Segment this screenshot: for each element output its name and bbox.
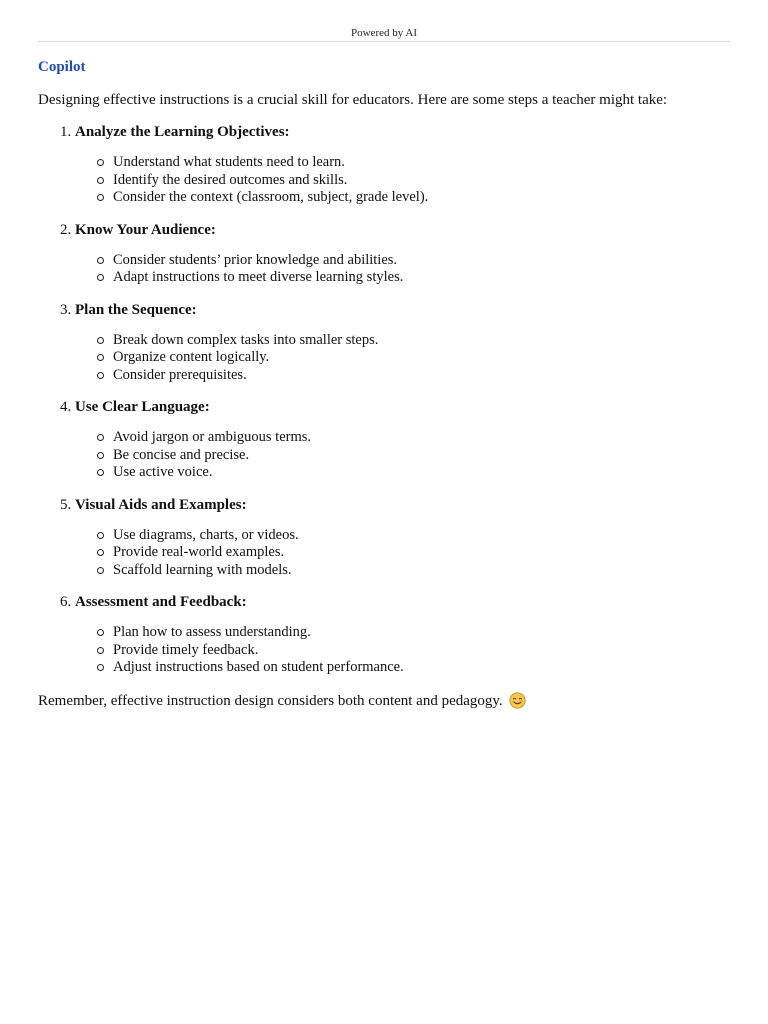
step-number: 1. <box>60 124 72 140</box>
hollow-circle-bullet-icon <box>97 354 104 361</box>
hollow-circle-bullet-icon <box>97 372 104 379</box>
bullet-text: Break down complex tasks into smaller steps. <box>113 331 379 348</box>
page-header <box>38 26 730 42</box>
bullet-text: Use diagrams, charts, or videos. <box>113 526 299 543</box>
bullet-text: Use active voice. <box>113 464 213 480</box>
list-item <box>97 562 738 580</box>
step-number: 2. <box>60 221 72 238</box>
speaker-name: Copilot <box>38 59 86 75</box>
step-heading <box>60 495 738 515</box>
hollow-circle-bullet-icon <box>97 177 104 184</box>
bullet-text: Consider the context (classroom, subject, grade level). <box>113 189 429 205</box>
list-item <box>97 367 738 385</box>
list-item <box>97 447 738 465</box>
steps-list <box>38 122 738 677</box>
list-item <box>97 464 738 482</box>
intro-paragraph: Designing effective instructions is a crucial skill for educators. Here are some steps a teacher might take: <box>38 92 668 108</box>
step-heading <box>60 220 738 240</box>
bullet-text: Adapt instructions to meet diverse learning styles. <box>113 269 404 285</box>
step-title: Visual Aids and Examples: <box>75 496 247 513</box>
step-heading <box>60 397 738 417</box>
step-heading <box>60 122 738 142</box>
hollow-circle-bullet-icon <box>97 629 104 636</box>
step-number: 5. <box>60 496 72 513</box>
hollow-circle-bullet-icon <box>97 647 104 654</box>
bullet-list <box>38 527 738 580</box>
bullet-text: Provide timely feedback. <box>113 641 259 658</box>
list-item <box>97 252 738 270</box>
chat-response <box>38 57 738 712</box>
step-title: Assessment and Feedback: <box>75 594 247 610</box>
list-item <box>97 659 738 677</box>
bullet-text: Plan how to assess understanding. <box>113 624 311 640</box>
bullet-text: Understand what students need to learn. <box>113 154 345 170</box>
bullet-text: Scaffold learning with models. <box>113 561 292 578</box>
list-item <box>97 544 738 562</box>
list-item <box>97 172 738 190</box>
hollow-circle-bullet-icon <box>97 274 104 281</box>
hollow-circle-bullet-icon <box>97 159 104 166</box>
hollow-circle-bullet-icon <box>97 337 104 344</box>
bullet-text: Consider prerequisites. <box>113 366 247 383</box>
step-number: 4. <box>60 399 72 415</box>
step-number: 3. <box>60 301 72 318</box>
step-item <box>38 122 738 207</box>
step-item <box>38 495 738 580</box>
hollow-circle-bullet-icon <box>97 567 104 574</box>
step-item <box>38 300 738 385</box>
list-item <box>97 189 738 207</box>
bullet-text: Adjust instructions based on student performance. <box>113 659 404 675</box>
list-item <box>97 429 738 447</box>
smiling-face-icon <box>509 692 526 709</box>
step-title: Analyze the Learning Objectives: <box>75 124 290 140</box>
step-item <box>38 592 738 677</box>
list-item <box>97 332 738 350</box>
hollow-circle-bullet-icon <box>97 664 104 671</box>
bullet-text: Be concise and precise. <box>113 446 250 463</box>
step-title: Use Clear Language: <box>75 399 210 415</box>
list-item <box>97 642 738 660</box>
closing-text: Remember, effective instruction design considers both content and pedagogy. <box>38 692 503 709</box>
step-title: Plan the Sequence: <box>75 301 197 318</box>
bullet-list <box>38 154 738 207</box>
list-item <box>97 624 738 642</box>
bullet-text: Consider students’ prior knowledge and abilities. <box>113 251 398 268</box>
step-heading <box>60 592 738 612</box>
bullet-list <box>38 624 738 677</box>
closing-paragraph <box>38 690 738 712</box>
bullet-list <box>38 332 738 385</box>
step-title: Know Your Audience: <box>75 221 216 238</box>
step-item <box>38 220 738 287</box>
hollow-circle-bullet-icon <box>97 434 104 441</box>
hollow-circle-bullet-icon <box>97 194 104 201</box>
bullet-text: Avoid jargon or ambiguous terms. <box>113 429 312 445</box>
list-item <box>97 527 738 545</box>
bullet-list <box>38 429 738 482</box>
bullet-text: Provide real-world examples. <box>113 544 285 560</box>
list-item <box>97 154 738 172</box>
bullet-text: Identify the desired outcomes and skills. <box>113 171 348 188</box>
list-item <box>97 269 738 287</box>
hollow-circle-bullet-icon <box>97 532 104 539</box>
bullet-text: Organize content logically. <box>113 349 270 365</box>
hollow-circle-bullet-icon <box>97 469 104 476</box>
step-heading <box>60 300 738 320</box>
powered-by-label: Powered by AI <box>351 27 417 39</box>
step-number: 6. <box>60 594 72 610</box>
hollow-circle-bullet-icon <box>97 549 104 556</box>
hollow-circle-bullet-icon <box>97 257 104 264</box>
hollow-circle-bullet-icon <box>97 452 104 459</box>
list-item <box>97 349 738 367</box>
bullet-list <box>38 252 738 287</box>
step-item <box>38 397 738 482</box>
